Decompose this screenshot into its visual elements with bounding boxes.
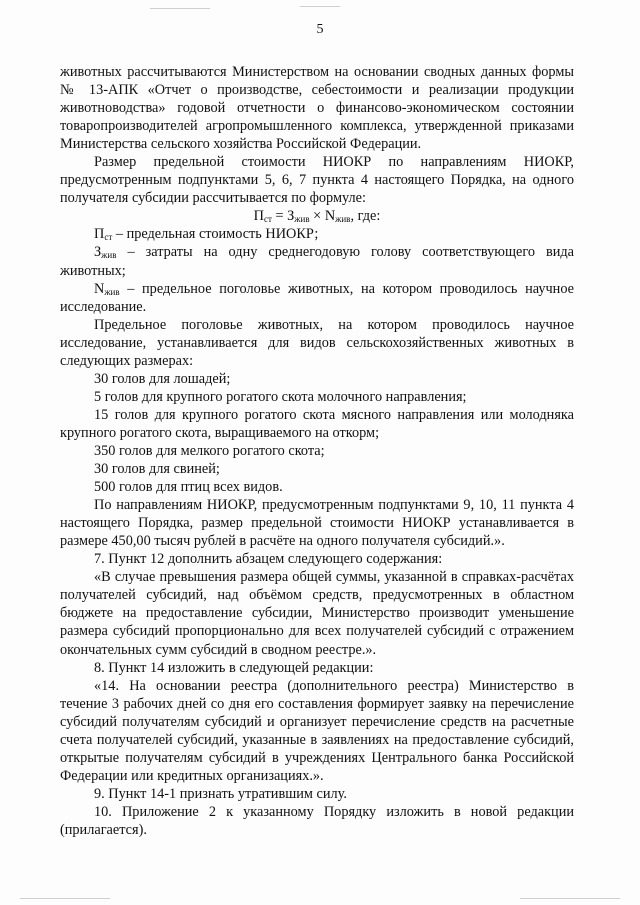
formula-tail: , где:	[350, 208, 381, 225]
paragraph: 8. Пункт 14 изложить в следующей редакции:	[94, 659, 374, 676]
paragraph: «В случае превышения размера общей суммы, указанной в справках-расчётах получателей субсидий, над объёмом средств, предусмотренных в областном бюджете на предоставление субсидии, Министерство производит уменьшение размера субсидий пропорционально для всех получателей субсидий с отражением окончательных сумм субсидий в сводном реестре.».	[60, 569, 574, 658]
list-item: 30 голов для лошадей;	[94, 370, 231, 387]
definition-text: – предельная стоимость НИОКР;	[112, 226, 319, 243]
definition-text: – предельное поголовье животных, на котором проводилось научное исследование.	[60, 280, 574, 315]
definition-subscript: ст	[104, 232, 113, 243]
list-item: 5 голов для крупного рогатого скота молочного направления;	[94, 388, 467, 405]
formula-operator: ×	[309, 208, 325, 225]
formula-subscript: ст	[263, 214, 272, 225]
paragraph: 10. Приложение 2 к указанному Порядку изложить в новой редакции (прилагается).	[60, 803, 574, 838]
list-item: 350 голов для мелкого рогатого скота;	[94, 442, 325, 459]
definition	[60, 280, 574, 316]
list-item: 500 голов для птиц всех видов.	[94, 479, 283, 496]
paragraph: Размер предельной стоимости НИОКР по направлениям НИОКР, предусмотренным подпунктами 5, 6, 7 пункта 4 настоящего Порядка, на одного получателя субсидии рассчитывается по формуле:	[60, 154, 574, 207]
formula-symbol: N	[324, 208, 336, 225]
paragraph: Предельное поголовье животных, на котором проводилось научное исследование, устанавливается для видов сельскохозяйственных животных в следующих размерах:	[60, 316, 574, 369]
formula-subscript: жив	[335, 214, 351, 225]
definition-symbol: П	[94, 226, 105, 243]
definition-subscript: жив	[104, 286, 120, 297]
definition-subscript: жив	[101, 250, 117, 261]
definition	[60, 243, 574, 279]
list-item: 15 голов для крупного рогатого скота мясного направления или молодняка крупного рогатого скота, выращиваемого на откорм;	[60, 406, 574, 441]
formula-symbol: З	[287, 208, 295, 225]
scan-artifact	[300, 6, 340, 7]
definition-text: – затраты на одну среднегодовую голову соответствующего вида животных;	[60, 244, 574, 279]
definition-symbol: N	[94, 280, 105, 297]
formula-symbol: П	[253, 208, 264, 225]
paragraph: 7. Пункт 12 дополнить абзацем следующего содержания:	[94, 551, 443, 568]
paragraph: По направлениям НИОКР, предусмотренным подпунктами 9, 10, 11 пункта 4 настоящего Порядка, размер предельной стоимости НИОКР устанавливается в размере 450,00 тысяч рублей в расчёте на одного получателя субсидий.».	[60, 497, 574, 550]
formula-subscript: жив	[294, 214, 310, 225]
formula-operator: =	[271, 208, 288, 225]
paragraph: «14. На основании реестра (дополнительного реестра) Министерство в течение 3 рабочих дней со дня его составления формирует заявку на перечисление субсидий получателям субсидий и организует перечисление средств на расчетные счета получателей субсидий, указанные в заявлениях на предоставление субсидий, открытые получателям субсидий в учреждениях Центрального банка Российской Федерации или кредитных организациях.».	[60, 677, 574, 784]
scan-artifact	[150, 8, 210, 9]
paragraph: 9. Пункт 14-1 признать утратившим силу.	[94, 785, 347, 802]
document-body	[60, 63, 574, 839]
page-number: 5	[316, 22, 324, 37]
definition	[60, 225, 574, 243]
definition-symbol: З	[94, 244, 102, 261]
list-item: 30 голов для свиней;	[94, 461, 220, 478]
scan-artifact	[20, 898, 110, 899]
scan-artifact	[520, 898, 620, 899]
formula	[60, 207, 574, 225]
paragraph: животных рассчитываются Министерством на основании сводных данных формы № 13-АПК «Отчет о производстве, себестоимости и реализации продукции животноводства» годовой отчетности о финансово-экономическом состоянии товаропроизводителей агропромышленного комплекса, утвержденной приказами Министерства сельского хозяйства Российской Федерации.	[60, 64, 574, 153]
